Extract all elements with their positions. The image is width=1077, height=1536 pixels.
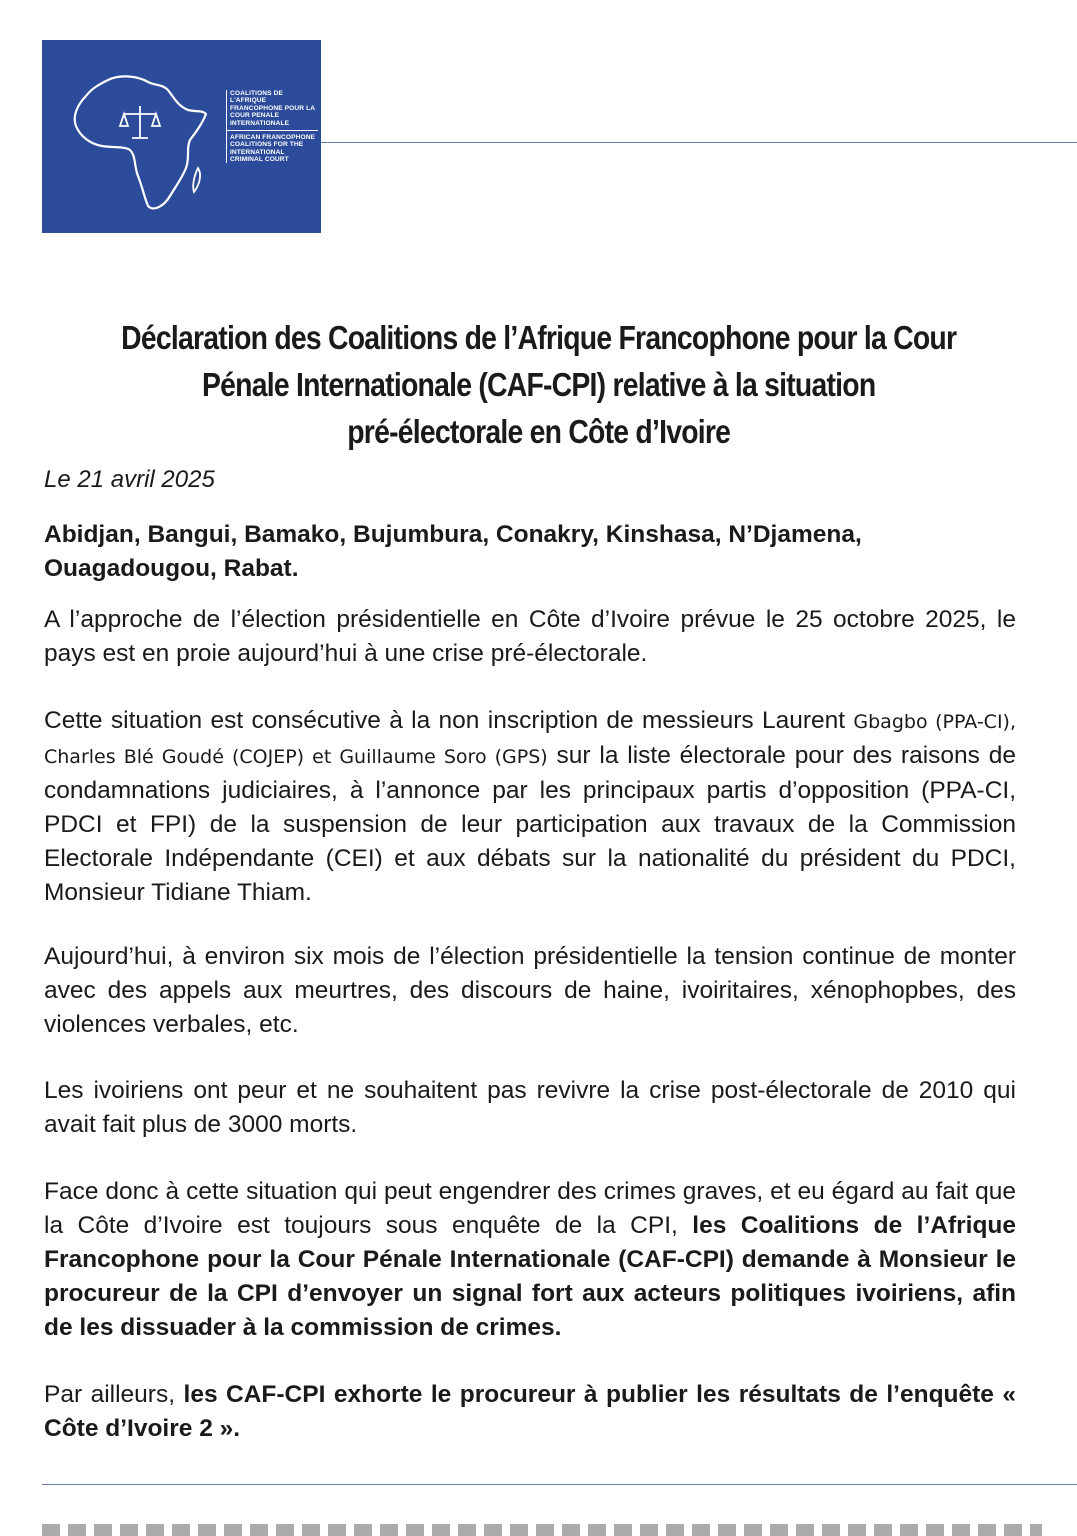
footer-divider bbox=[42, 1484, 1077, 1485]
header-divider bbox=[321, 142, 1077, 143]
paragraph-1: A l’approche de l’élection présidentielle en Côte d’Ivoire prévue le 25 octobre 2025, le pays est en proie aujourd’hui à une crise pré-électorale. bbox=[44, 606, 1016, 667]
paragraph-2-names: Gbagbo (PPA-CI), Charles Blé Goudé (COJEP) et Guillaume Soro (GPS) bbox=[44, 711, 1016, 768]
africa-map-scales-icon bbox=[50, 46, 240, 236]
paragraph-6-emphasis: les CAF-CPI exhorte le procureur à publier les résultats de l’enquête « Côte d’Ivoire 2 ». bbox=[44, 1381, 1017, 1442]
paragraph-4: Les ivoiriens ont peur et ne souhaitent pas revivre la crise post-électorale de 2010 qui avait fait plus de 3000 morts. bbox=[44, 1077, 1016, 1138]
city-list-line-2: Ouagadougou, Rabat. bbox=[44, 555, 299, 582]
paragraph-2-part-a: Cette situation est consécutive à la non inscription de messieurs Laurent bbox=[44, 707, 846, 734]
title-line-1: Déclaration des Coalitions de l’Afrique Francophone pour la Cour bbox=[121, 319, 957, 356]
paragraph-6 bbox=[44, 1378, 1016, 1446]
paragraph-5-part-a: Face donc à cette situation qui peut engendrer des crimes graves, et eu égard au fait que la Côte d’Ivoire est toujours sous enquête de la CPI, bbox=[44, 1178, 1016, 1239]
logo-text-french: COALITIONS DE L'AFRIQUE FRANCOPHONE POUR LA COUR PENALE INTERNATIONALE bbox=[226, 90, 318, 130]
city-list-line-1: Abidjan, Bangui, Bamako, Bujumbura, Conakry, Kinshasa, N’Djamena, bbox=[44, 521, 862, 548]
paragraph-5-emphasis: les Coalitions de l’Afrique Francophone pour la Cour Pénale Internationale (CAF-CPI) demande à Monsieur le procureur de la CPI d’envoyer un signal fort aux acteurs politiques ivoiriens, afin de les dissuader à la commission de crimes. bbox=[44, 1212, 1016, 1341]
document-date: Le 21 avril 2025 bbox=[44, 466, 215, 493]
paragraph-6-part-a: Par ailleurs, bbox=[44, 1381, 176, 1408]
paragraph-2 bbox=[44, 704, 1016, 910]
title-line-2: Pénale Internationale (CAF-CPI) relative à la situation bbox=[202, 366, 876, 403]
organization-logo bbox=[42, 40, 321, 233]
paragraph-3: Aujourd’hui, à environ six mois de l’élection présidentielle la tension continue de monter avec des appels aux meurtres, des discours de haine, ivoiritaires, xénophopbes, des violences verbales, etc. bbox=[44, 943, 1016, 1038]
footer-cutoff-text bbox=[42, 1524, 1042, 1536]
logo-text-english: AFRICAN FRANCOPHONE COALITIONS FOR THE INTERNATIONAL CRIMINAL COURT bbox=[226, 130, 318, 164]
city-list bbox=[44, 518, 1020, 586]
paragraph-5 bbox=[44, 1175, 1016, 1345]
title-line-3: pré-électorale en Côte d’Ivoire bbox=[347, 413, 731, 450]
document-title bbox=[76, 314, 1002, 455]
logo-text bbox=[226, 90, 318, 163]
paragraph-2-part-c: sur la liste électorale pour des raisons de condamnations judiciaires, à l’annonce par les principaux partis d’opposition (PPA-CI, PDCI et FPI) de la suspension de leur participation aux travaux de la Commission Electorale Indépendante (CEI) et aux débats sur la nationalité du président du PDCI, Monsieur Tidiane Thiam. bbox=[44, 742, 1016, 906]
